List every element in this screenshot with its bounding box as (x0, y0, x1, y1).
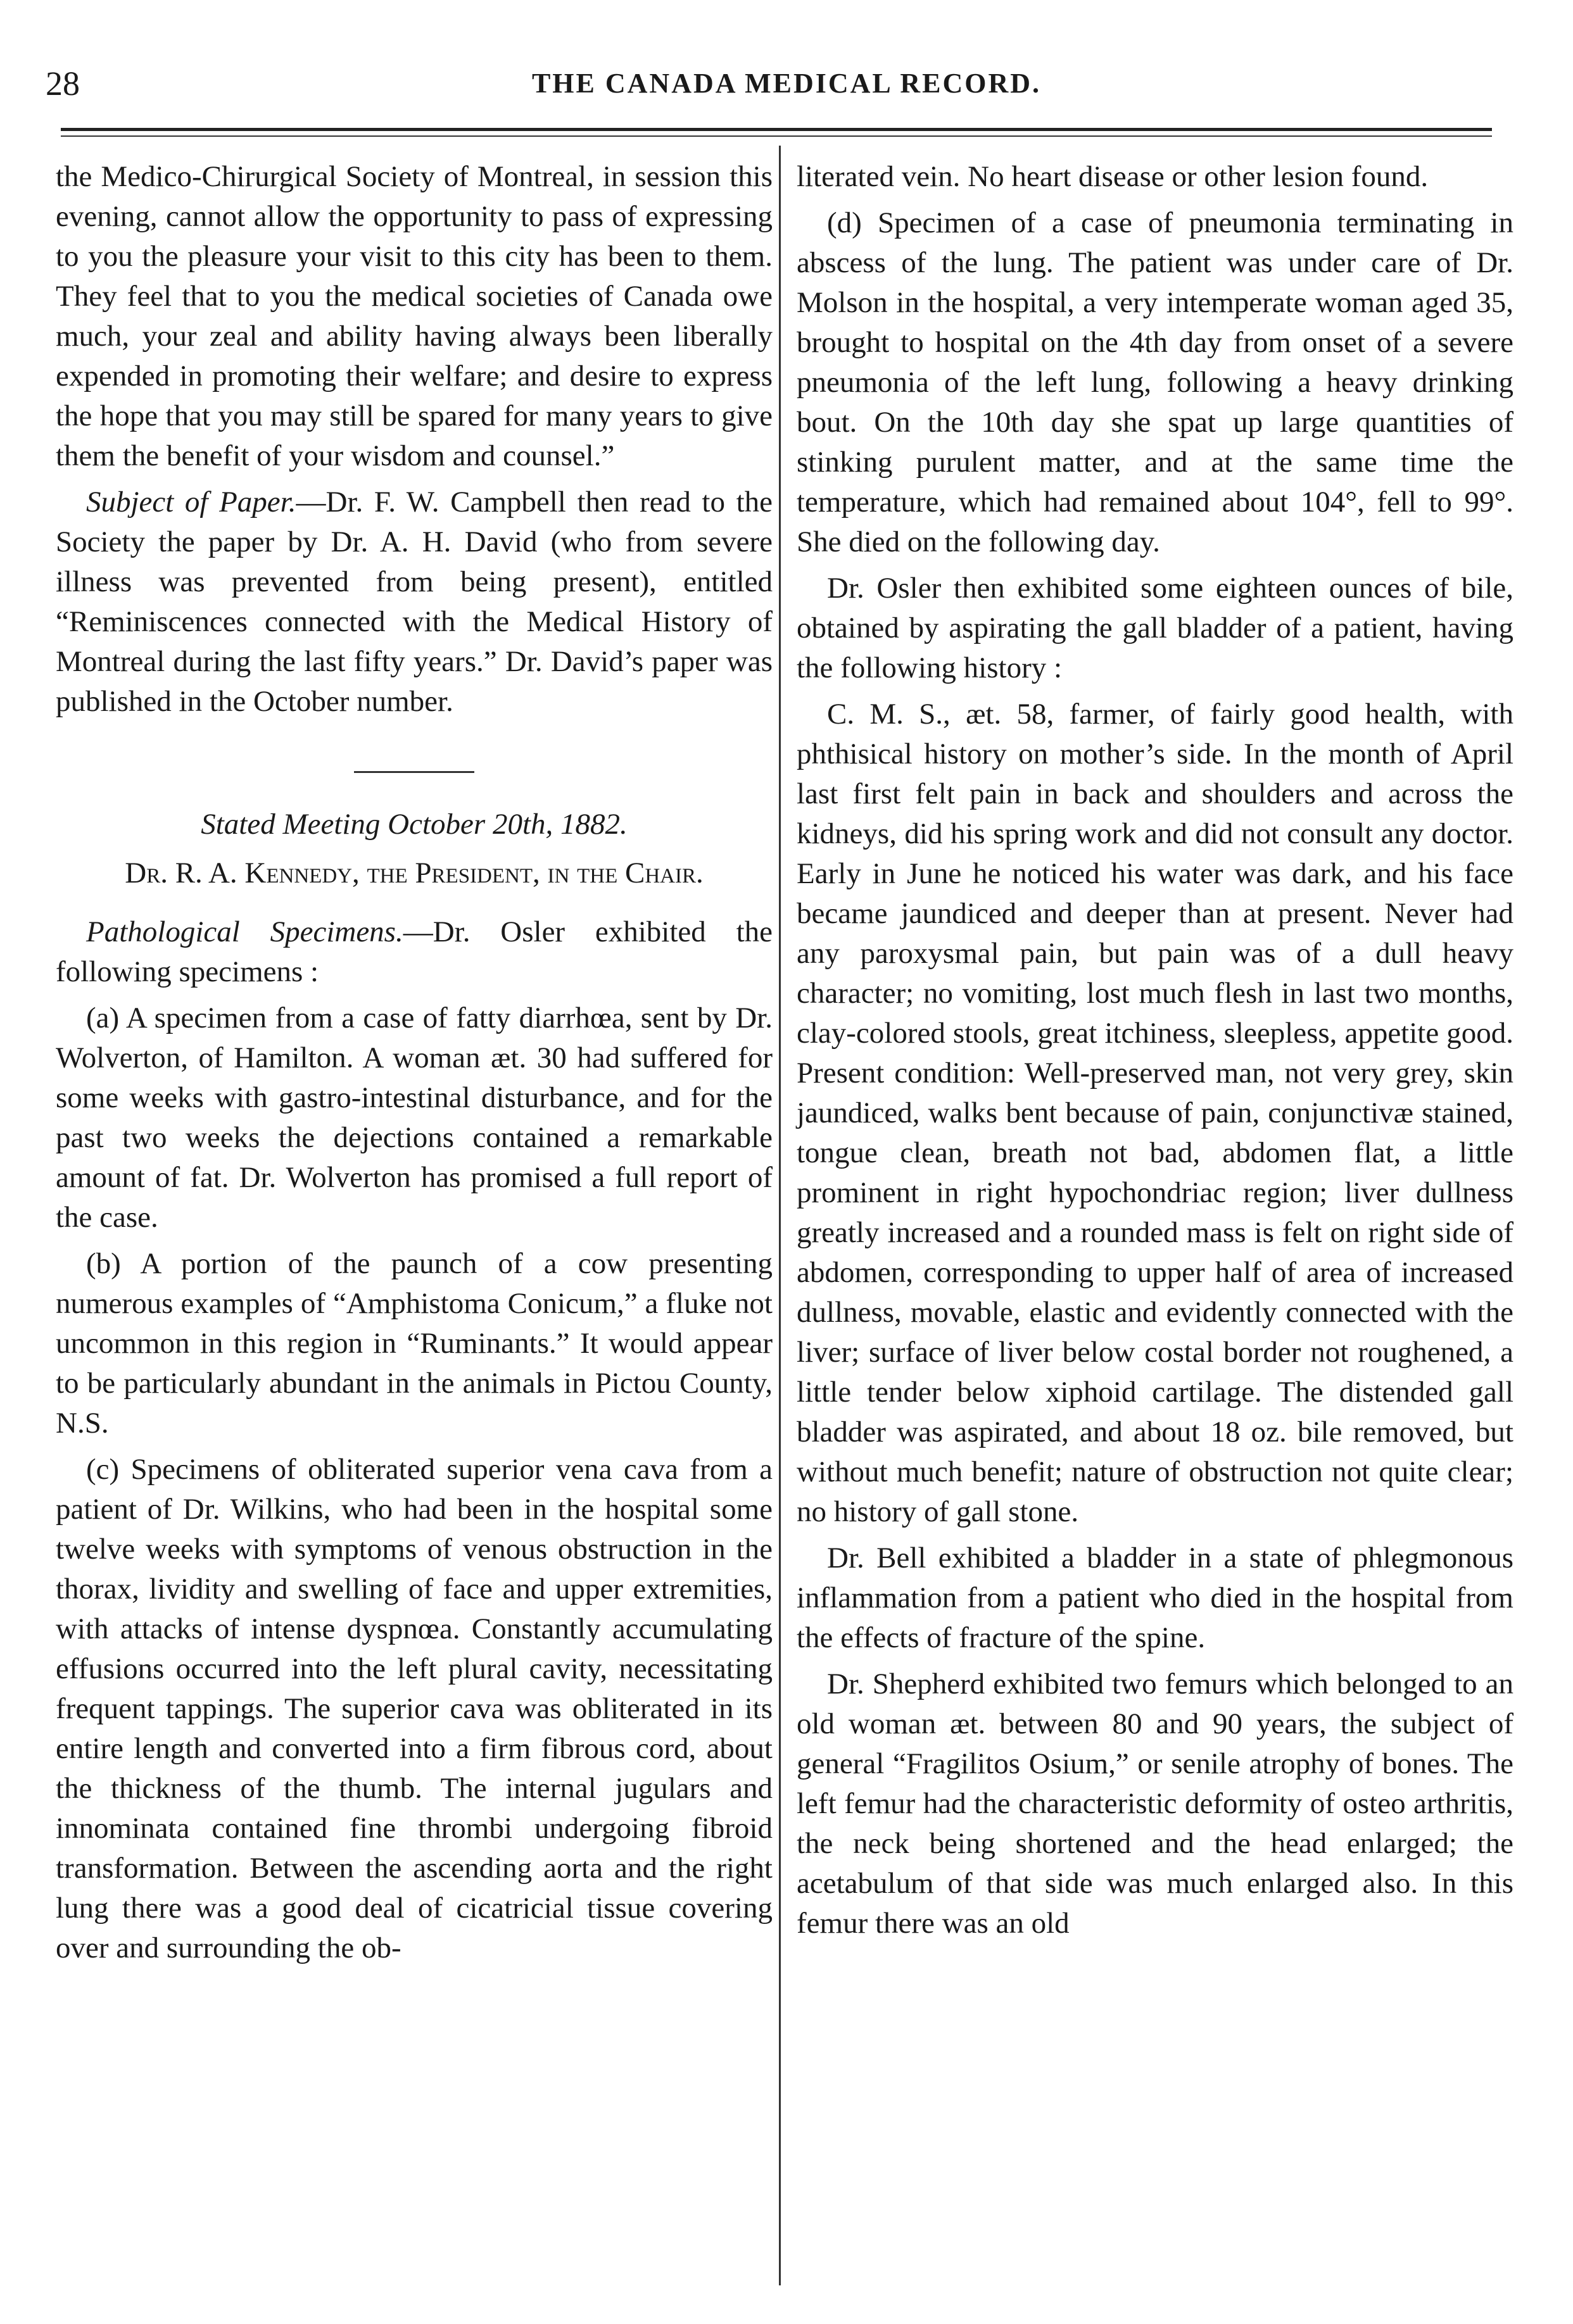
paragraph (56, 912, 773, 992)
paragraph: literated vein. No heart disease or other lesion found. (797, 160, 1429, 193)
paragraph: Dr. Osler then exhibited some eighteen ounces of bile, obtained by aspirating the gall bladder of a patient, having the following history : (797, 572, 1513, 684)
left-column (56, 157, 773, 1975)
paragraph: the Medico-Chirurgical Society of Montreal, in session this evening, cannot allow the opportunity to pass of expressing to you the pleasure your visit to this city has been to them. They feel that to you the medical societies of Canada owe much, your zeal and ability having always been liberally expended in promoting their welfare; and desire to express the hope that you may still be spared for many years to give them the benefit of your wisdom and counsel.” (56, 160, 773, 472)
header-rule-thick (61, 128, 1492, 131)
meeting-title: Stated Meeting October 20th, 1882. (201, 808, 628, 841)
paragraph: (b) A portion of the paunch of a cow presenting numerous examples of “Amphistoma Conicum,” a fluke not uncommon in this region in “Ruminants.” It would appear to be particularly abundant in the animals in Pictou County, N.S. (56, 1247, 773, 1440)
paragraph: (d) Specimen of a case of pneumonia terminating in abscess of the lung. The patient was under care of Dr. Molson in the hospital, a very intemperate woman aged 35, brought to hospital on the 4th day from onset of a severe pneumonia of the left lung, following a heavy drinking bout. On the 10th day she spat up large quantities of stinking purulent matter, and at the same time the temperature, which had remained about 104°, fell to 99°. She died on the following day. (797, 206, 1513, 558)
paragraph: (c) Specimens of obliterated superior vena cava from a patient of Dr. Wilkins, who had been in the hospital some twelve weeks with symptoms of venous obstruction in the thorax, lividity and swelling of face and upper extremities, with attacks of intense dyspnœa. Constantly accumulating effusions occurred into the left plural cavity, necessitating frequent tappings. The superior cava was obliterated in its entire length and converted into a firm fibrous cord, about the thickness of the thumb. The internal jugulars and innominata contained fine thrombi undergoing fibroid transformation. Between the ascending aorta and the right lung there was a good deal of cicatricial tissue covering over and surrounding the ob- (56, 1453, 773, 1964)
journal-title: THE CANADA MEDICAL RECORD. (531, 68, 1042, 99)
right-column (797, 157, 1513, 1950)
paragraph-lead: Subject of Paper. (86, 486, 296, 518)
running-header (46, 58, 1527, 109)
paragraph-body: —Dr. Osler exhibited the following specimens : (56, 915, 773, 988)
paragraph: C. M. S., æt. 58, farmer, of fairly good health, with phthisical history on mother’s side. In the month of April last first felt pain in back and shoulders and across the kidneys, did his spring work and did not consult any doctor. Early in June he noticed his water was dark, and his face became jaundiced and deeper than at present. Never had any paroxysmal pain, but pain was of a dull heavy character; no vomiting, lost much flesh in last two months, clay-colored stools, great itchiness, sleepless, appetite good. Present condition: Well-preserved man, not very grey, skin jaundiced, walks bent because of pain, conjunctivæ stained, tongue clean, breath not bad, abdomen flat, a little prominent in right hypochondriac region; liver dullness greatly increased and a rounded mass is felt on right side of abdomen, corresponding to upper half of area of increased dullness, movable, elastic and evidently connected with the liver; surface of liver below costal border not roughened, a little tender below xiphoid cartilage. The distended gall bladder was aspirated, and about 18 oz. bile removed, but without much benefit; nature of obstruction not quite clear; no history of gall stone. (797, 698, 1513, 1528)
paragraph: Dr. Shepherd exhibited two femurs which belonged to an old woman æt. between 80 and 90 years, the subject of general “Fragilitos Osium,” or senile atrophy of bones. The left femur had the characteristic deformity of osteo arthritis, the neck being shortened and the head enlarged; the acetabulum of that side was much enlarged also. In this femur there was an old (797, 1668, 1513, 1940)
paragraph (56, 482, 773, 722)
section-divider (354, 771, 474, 773)
paragraph-body: —Dr. F. W. Campbell then read to the Society the paper by Dr. A. H. David (who from severe illness was prevented from being present), entitled “Reminiscences connected with the Medical History of Montreal during the last fifty years.” Dr. David’s paper was published in the October number. (56, 486, 773, 718)
header-rule-thin (61, 135, 1492, 137)
page-number: 28 (46, 65, 80, 103)
paragraph: (a) A specimen from a case of fatty diarrhœa, sent by Dr. Wolverton, of Hamilton. A woman æt. 30 had suffered for some weeks with gastro-intestinal disturbance, and for the past two weeks the dejections contained a remarkable amount of fat. Dr. Wolverton has promised a full report of the case. (56, 1002, 773, 1234)
paragraph: Dr. Bell exhibited a bladder in a state of phlegmonous inflammation from a patient who died in the hospital from the effects of fracture of the spine. (797, 1542, 1513, 1654)
meeting-chair: Dr. R. A. Kennedy, the President, in the Chair. (125, 857, 704, 889)
column-divider (779, 146, 781, 2285)
paragraph-lead: Pathological Specimens. (86, 915, 403, 948)
